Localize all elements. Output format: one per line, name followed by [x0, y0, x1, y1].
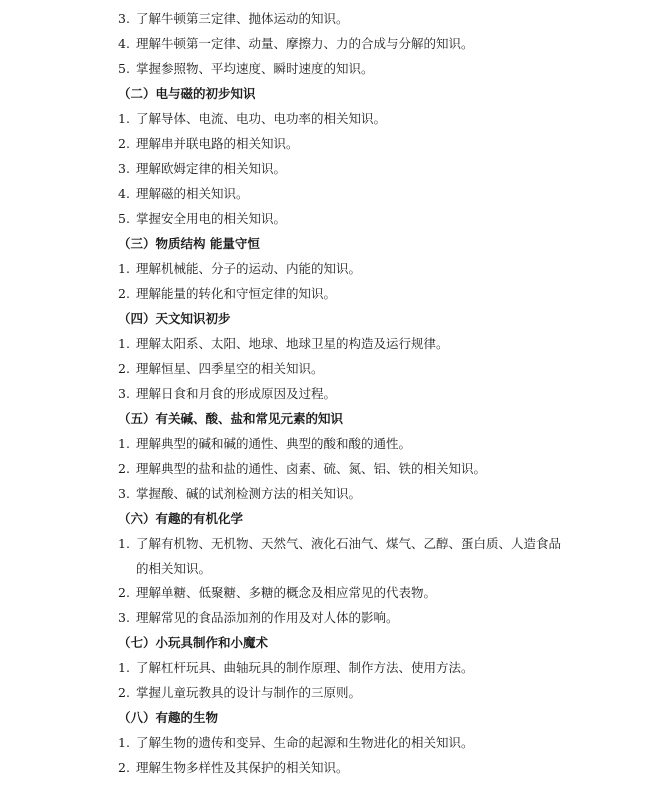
item-number: 1. — [118, 436, 130, 451]
item-number: 3. — [118, 11, 130, 26]
section-heading: （三）物质结构 能量守恒 — [118, 236, 260, 251]
list-item — [118, 36, 474, 52]
item-number: 3. — [118, 610, 130, 625]
item-number: 3. — [118, 386, 130, 401]
list-item — [118, 660, 474, 676]
item-number: 5. — [118, 211, 130, 226]
item-text: 理解能量的转化和守恒定律的知识。 — [136, 286, 337, 301]
list-item — [118, 536, 561, 552]
item-text: 掌握安全用电的相关知识。 — [136, 211, 287, 226]
item-text: 掌握酸、碱的试剂检测方法的相关知识。 — [136, 486, 362, 501]
item-text: 理解串并联电路的相关知识。 — [136, 136, 299, 151]
section-heading: （六）有趣的有机化学 — [118, 511, 244, 526]
item-text: 了解有机物、无机物、天然气、液化石油气、煤气、乙醇、蛋白质、人造食品 — [136, 536, 562, 551]
item-text: 了解牛顿第三定律、抛体运动的知识。 — [136, 11, 349, 26]
item-number: 1. — [118, 536, 130, 551]
item-text: 了解生物的遗传和变异、生命的起源和生物进化的相关知识。 — [136, 735, 474, 750]
list-item — [118, 11, 349, 27]
list-item — [118, 136, 299, 152]
list-item — [118, 735, 474, 751]
item-number: 2. — [118, 585, 130, 600]
item-number: 1. — [118, 735, 130, 750]
item-text: 理解恒星、四季星空的相关知识。 — [136, 361, 324, 376]
item-text: 理解生物多样性及其保护的相关知识。 — [136, 760, 349, 775]
item-text: 了解导体、电流、电功、电功率的相关知识。 — [136, 111, 387, 126]
item-number: 2. — [118, 361, 130, 376]
list-item — [118, 186, 249, 202]
item-text: 掌握儿童玩教具的设计与制作的三原则。 — [136, 685, 362, 700]
item-number: 2. — [118, 685, 130, 700]
item-number: 1. — [118, 660, 130, 675]
list-item — [118, 760, 349, 776]
item-text: 理解单糖、低聚糖、多糖的概念及相应常见的代表物。 — [136, 585, 437, 600]
item-number: 2. — [118, 286, 130, 301]
list-item — [118, 436, 411, 452]
item-number: 1. — [118, 336, 130, 351]
item-text: 理解牛顿第一定律、动量、摩擦力、力的合成与分解的知识。 — [136, 36, 474, 51]
item-number: 3. — [118, 161, 130, 176]
list-item — [118, 361, 324, 377]
list-item — [118, 61, 374, 77]
list-item — [118, 261, 361, 277]
item-number: 3. — [118, 486, 130, 501]
section-heading: （七）小玩具制作和小魔术 — [118, 635, 269, 650]
list-item — [118, 336, 449, 352]
item-number: 4. — [118, 186, 130, 201]
item-number: 2. — [118, 461, 130, 476]
list-item — [118, 685, 361, 701]
item-text: 理解典型的盐和盐的通性、卤素、硫、氮、铝、铁的相关知识。 — [136, 461, 487, 476]
item-number: 2. — [118, 760, 130, 775]
list-item-continuation: 的相关知识。 — [136, 561, 212, 576]
section-heading: （四）天文知识初步 — [118, 311, 231, 326]
list-item — [118, 486, 361, 502]
list-item — [118, 610, 399, 626]
item-text: 理解日食和月食的形成原因及过程。 — [136, 386, 337, 401]
section-heading: （八）有趣的生物 — [118, 710, 219, 725]
list-item — [118, 461, 486, 477]
list-item — [118, 211, 286, 227]
item-number: 4. — [118, 36, 130, 51]
item-text: 理解典型的碱和碱的通性、典型的酸和酸的通性。 — [136, 436, 412, 451]
item-text: 理解常见的食品添加剂的作用及对人体的影响。 — [136, 610, 399, 625]
list-item — [118, 286, 336, 302]
item-text: 理解机械能、分子的运动、内能的知识。 — [136, 261, 362, 276]
section-heading: （二）电与磁的初步知识 — [118, 86, 256, 101]
list-item — [118, 386, 336, 402]
item-text: 理解磁的相关知识。 — [136, 186, 249, 201]
section-heading: （五）有关碱、酸、盐和常见元素的知识 — [118, 411, 344, 426]
item-number: 5. — [118, 61, 130, 76]
item-number: 2. — [118, 136, 130, 151]
list-item — [118, 161, 286, 177]
item-number: 1. — [118, 261, 130, 276]
item-text: 理解欧姆定律的相关知识。 — [136, 161, 287, 176]
item-text: 掌握参照物、平均速度、瞬时速度的知识。 — [136, 61, 374, 76]
item-text: 了解杠杆玩具、曲轴玩具的制作原理、制作方法、使用方法。 — [136, 660, 474, 675]
item-text: 理解太阳系、太阳、地球、地球卫星的构造及运行规律。 — [136, 336, 449, 351]
list-item — [118, 585, 436, 601]
item-number: 1. — [118, 111, 130, 126]
list-item — [118, 111, 386, 127]
